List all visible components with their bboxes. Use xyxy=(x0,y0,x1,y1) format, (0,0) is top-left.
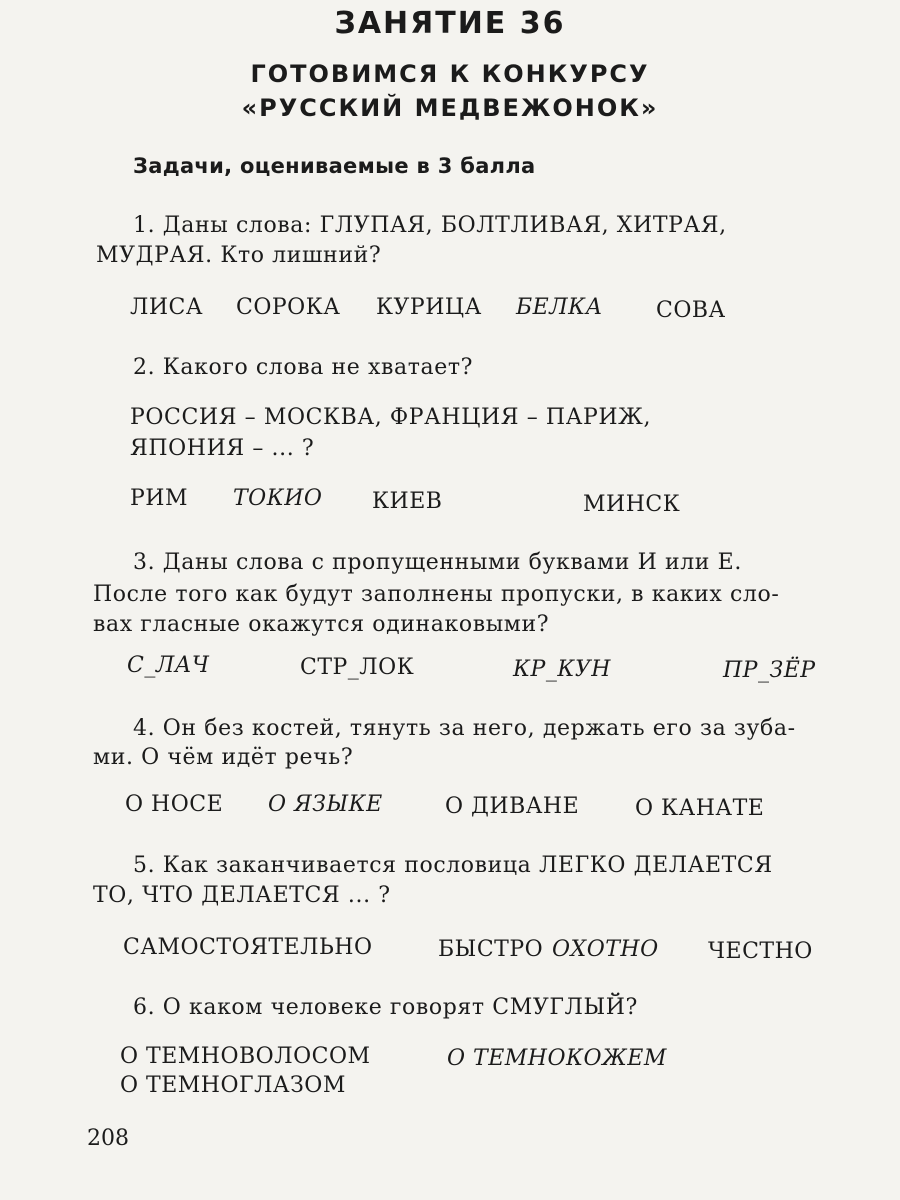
task-6-option-answer: О ТЕМНОКОЖЕМ xyxy=(447,1046,667,1071)
page-number: 208 xyxy=(87,1126,129,1151)
task-1-option: СОРОКА xyxy=(236,295,341,320)
task-3-line-3: вах гласные окажутся одинаковыми? xyxy=(93,612,550,637)
task-5-line-2: ТО, ЧТО ДЕЛАЕТСЯ ... ? xyxy=(93,883,391,908)
task-4-option: О НОСЕ xyxy=(125,792,224,817)
task-5-line-1: 5. Как заканчивается пословица ЛЕГКО ДЕЛАЕТСЯ xyxy=(133,853,773,878)
task-2-option: МИНСК xyxy=(583,492,681,517)
task-1-line-2: МУДРАЯ. Кто лишний? xyxy=(96,243,382,268)
task-5-option: БЫСТРО xyxy=(438,937,544,962)
task-1-option-answer: БЕЛКА xyxy=(516,295,603,320)
task-2-line-2: РОССИЯ – МОСКВА, ФРАНЦИЯ – ПАРИЖ, xyxy=(130,405,652,430)
lesson-title: ЗАНЯТИЕ 36 xyxy=(334,6,566,41)
task-2-option: КИЕВ xyxy=(372,489,443,514)
task-4-option: О КАНАТЕ xyxy=(635,796,765,821)
task-2-option: РИМ xyxy=(130,486,189,511)
task-5-option: САМОСТОЯТЕЛЬНО xyxy=(123,935,373,960)
task-6-line-1: 6. О каком человеке говорят СМУГЛЫЙ? xyxy=(133,995,638,1020)
task-4-line-1: 4. Он без костей, тянуть за него, держать его за зуба- xyxy=(133,716,796,741)
task-4-line-2: ми. О чём идёт речь? xyxy=(93,745,354,770)
task-4-option: О ДИВАНЕ xyxy=(445,794,580,819)
task-3-option-answer: КР_КУН xyxy=(513,657,611,682)
task-3-line-2: После того как будут заполнены пропуски, в каких сло- xyxy=(93,582,780,607)
task-3-option-answer: ПР_ЗЁР xyxy=(723,658,816,683)
task-5-option: ЧЕСТНО xyxy=(708,939,813,964)
task-6-option: О ТЕМНОГЛАЗОМ xyxy=(120,1073,346,1098)
task-2-option-answer: ТОКИО xyxy=(233,486,323,511)
task-3-option: СТР_ЛОК xyxy=(300,655,415,680)
task-4-option-answer: О ЯЗЫКЕ xyxy=(268,792,383,817)
task-3-option-answer: С_ЛАЧ xyxy=(127,653,210,678)
task-1-option: ЛИСА xyxy=(130,295,204,320)
task-2-line-3: ЯПОНИЯ – ... ? xyxy=(130,436,315,461)
task-1-option: КУРИЦА xyxy=(376,295,482,320)
task-1-line-1: 1. Даны слова: ГЛУПАЯ, БОЛТЛИВАЯ, ХИТРАЯ, xyxy=(133,213,727,238)
task-3-line-1: 3. Даны слова с пропущенными буквами И или Е. xyxy=(133,550,742,575)
lesson-subtitle-line2: «РУССКИЙ МЕДВЕЖОНОК» xyxy=(241,94,659,122)
task-6-option: О ТЕМНОВОЛОСОМ xyxy=(120,1044,371,1069)
section-heading: Задачи, оцениваемые в 3 балла xyxy=(133,154,536,178)
task-1-option: СОВА xyxy=(656,298,726,323)
task-2-line-1: 2. Какого слова не хватает? xyxy=(133,355,473,380)
lesson-subtitle-line1: ГОТОВИМСЯ К КОНКУРСУ xyxy=(250,60,650,88)
task-5-option-answer: ОХОТНО xyxy=(552,937,659,962)
